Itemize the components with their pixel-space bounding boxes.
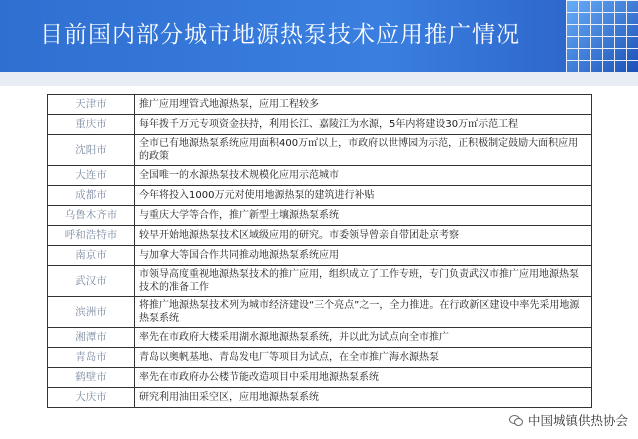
table-row bbox=[48, 297, 592, 328]
description-cell: 较早开始地源热泵技术区域级应用的研究。市委领导曾亲自带团赴京考察 bbox=[135, 226, 592, 246]
wechat-icon bbox=[509, 414, 523, 426]
city-cell: 南京市 bbox=[48, 246, 135, 266]
description-cell: 全市已有地源热泵系统应用面积400万㎡以上，市政府以世博园为示范，正积极制定鼓励大面积应用的政策 bbox=[135, 135, 592, 166]
city-cell: 乌鲁木齐市 bbox=[48, 206, 135, 226]
description-cell: 研究利用油田采空区，应用地源热泵系统 bbox=[135, 388, 592, 408]
description-cell: 市领导高度重视地源热泵技术的推广应用，组织成立了工作专班，专门负责武汉市推广应用地源热泵技术的准备工作 bbox=[135, 266, 592, 297]
city-cell: 武汉市 bbox=[48, 266, 135, 297]
table-row bbox=[48, 266, 592, 297]
watermark bbox=[509, 411, 628, 429]
city-cell: 滨洲市 bbox=[48, 297, 135, 328]
city-cell: 天津市 bbox=[48, 95, 135, 115]
table-row bbox=[48, 226, 592, 246]
city-cell: 青岛市 bbox=[48, 348, 135, 368]
description-cell: 青岛以奥帆基地、青岛发电厂等项目为试点，在全市推广海水源热泵 bbox=[135, 348, 592, 368]
watermark-text: 中国城镇供热协会 bbox=[527, 413, 628, 428]
city-cell: 重庆市 bbox=[48, 115, 135, 135]
table-row bbox=[48, 368, 592, 388]
description-cell: 将推广地源热泵技术列为城市经济建设“三个亮点”之一，全力推进。在行政新区建设中率先采用地源热泵系统 bbox=[135, 297, 592, 328]
description-cell: 与加拿大等国合作共同推动地源热泵系统应用 bbox=[135, 246, 592, 266]
city-application-table bbox=[47, 94, 592, 408]
description-cell: 每年拨千万元专项资金扶持，利用长江、嘉陵江为水源，5年内将建设30万㎡示范工程 bbox=[135, 115, 592, 135]
decorative-cube-grid bbox=[566, 0, 638, 72]
table-row bbox=[48, 348, 592, 368]
header-divider-band bbox=[0, 72, 638, 86]
table-row bbox=[48, 95, 592, 115]
city-cell: 大连市 bbox=[48, 166, 135, 186]
description-cell: 率先在市政府大楼采用湖水源地源热泵系统，并以此为试点向全市推广 bbox=[135, 328, 592, 348]
city-cell: 鹤壁市 bbox=[48, 368, 135, 388]
city-cell: 呼和浩特市 bbox=[48, 226, 135, 246]
page-title: 目前国内部分城市地源热泵技术应用推广情况 bbox=[40, 22, 520, 48]
table-row bbox=[48, 206, 592, 226]
table-row bbox=[48, 135, 592, 166]
description-cell: 今年将投入1000万元对使用地源热泵的建筑进行补贴 bbox=[135, 186, 592, 206]
description-cell: 与重庆大学等合作，推广新型土壤源热泵系统 bbox=[135, 206, 592, 226]
description-cell: 推广应用埋管式地源热泵，应用工程较多 bbox=[135, 95, 592, 115]
city-cell: 成都市 bbox=[48, 186, 135, 206]
table-row bbox=[48, 115, 592, 135]
table-row bbox=[48, 388, 592, 408]
table-row bbox=[48, 328, 592, 348]
description-cell: 率先在市政府办公楼节能改造项目中采用地源热泵系统 bbox=[135, 368, 592, 388]
table-row bbox=[48, 186, 592, 206]
table-row bbox=[48, 166, 592, 186]
description-cell: 全国唯一的水源热泵技术规模化应用示范城市 bbox=[135, 166, 592, 186]
city-cell: 大庆市 bbox=[48, 388, 135, 408]
city-cell: 沈阳市 bbox=[48, 135, 135, 166]
table-row bbox=[48, 246, 592, 266]
title-bar bbox=[0, 0, 638, 72]
city-cell: 湘潭市 bbox=[48, 328, 135, 348]
